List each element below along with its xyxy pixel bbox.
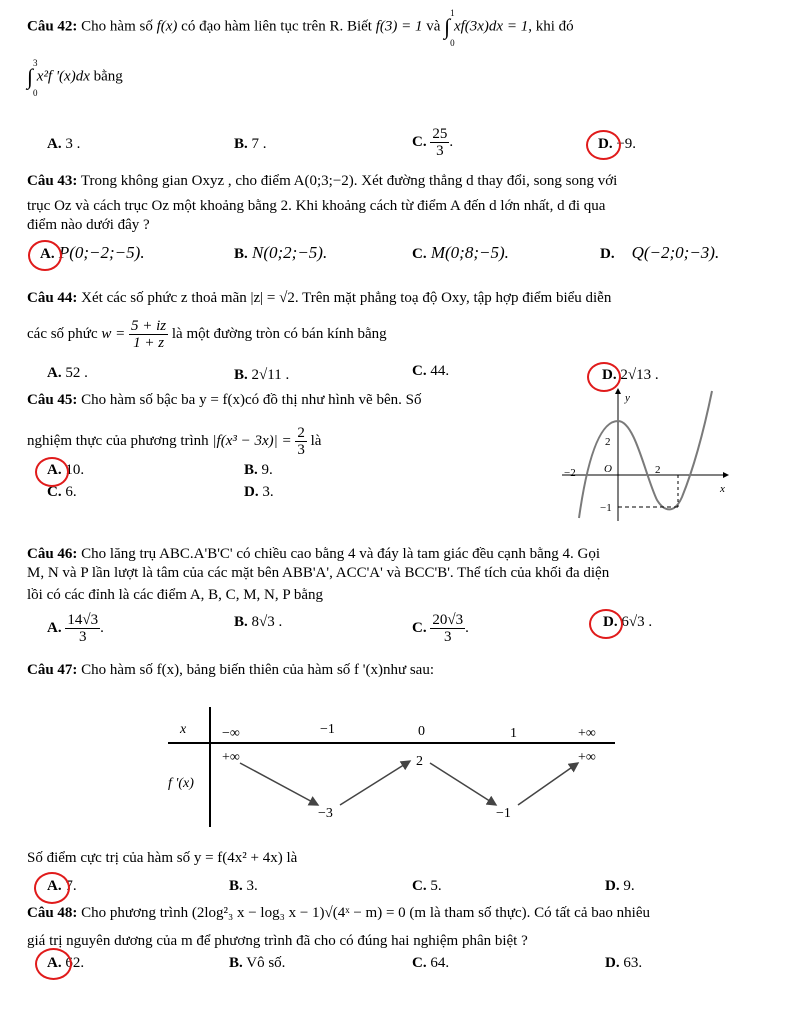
- table-v-2: 2: [416, 754, 423, 769]
- q48-option-b: B. Vô số.: [229, 955, 286, 971]
- q44-option-b: B. 2√11 .: [234, 367, 290, 383]
- q42-int1-upper: 1: [450, 8, 455, 18]
- q47-option-a: A. 7.: [47, 878, 77, 894]
- q43-line1: Câu 43: Trong không gian Oxyz , cho điểm A(0;3;−2). Xét đường thẳng d thay đổi, song song với: [27, 173, 618, 189]
- q43-option-d: D. Q(−2;0;−3).: [600, 243, 720, 262]
- table-x-1: −1: [320, 722, 335, 737]
- q46-option-d: D. 6√3 .: [603, 614, 653, 630]
- arrow-down-1: [240, 763, 318, 805]
- q43-line3: điểm nào dưới đây ?: [27, 217, 150, 233]
- q42-int1-lower: 0: [450, 38, 455, 48]
- graph-tick-m1: −1: [600, 502, 612, 514]
- answer-circle-q48: [35, 948, 72, 980]
- table-x-0: −∞: [222, 726, 240, 741]
- answer-circle-q46: [589, 609, 623, 639]
- q48-line2: giá trị nguyên dương của m để phương trình đã cho có đúng hai nghiệm phân biệt ?: [27, 933, 528, 949]
- arrow-up-2: [518, 763, 578, 805]
- q47-option-d: D. 9.: [605, 878, 635, 894]
- graph-x-label: x: [720, 483, 725, 495]
- q46-line1: Câu 46: Cho lăng trụ ABC.A'B'C' có chiều cao bằng 4 và đáy là tam giác đều cạnh bằng 4. Gọi: [27, 546, 600, 562]
- answer-circle-q42: [586, 130, 621, 160]
- variation-table: [160, 705, 620, 830]
- q44-option-a: A. 52 .: [47, 365, 88, 381]
- q46-option-b: B. 8√3 .: [234, 614, 283, 630]
- q42-option-c: C. $\frac{25}{3}$ .: [412, 126, 454, 159]
- q46-option-a: A. $\frac{14√3}{3}$ .: [47, 612, 104, 645]
- q46-line2: M, N và P lần lượt là tâm của các mặt bên ABB'A', ACC'A' và BCC'B'. Thể tích của khối đa diện: [27, 565, 610, 581]
- q42-line1: [27, 8, 574, 48]
- q47-line1: Câu 47: Cho hàm số f(x), bảng biến thiên của hàm số f '(x)như sau:: [27, 662, 435, 678]
- q42-option-b: B. 7 .: [234, 136, 267, 152]
- table-x-label: x: [180, 722, 187, 737]
- q42-int2-body: x²f '(x)dx: [36, 68, 90, 85]
- q42-line2: [27, 58, 123, 98]
- q44-line2: các số phức w = $\frac{5 + iz}{1 + z}$ là một đường tròn có bán kính bằng: [27, 318, 387, 351]
- q42-cond1: f(3) = 1: [375, 18, 423, 35]
- q42-integral2: ∫ 3 0: [27, 58, 38, 98]
- q45-option-c: C. 6.: [47, 484, 77, 500]
- q42-int2-lower: 0: [33, 88, 38, 98]
- q43-line2: trục Oz và cách trục Oz một khoảng bằng 2. Khi khoảng cách từ điểm A đến d lớn nhất, d đi qua: [27, 198, 606, 214]
- table-x-2: 0: [418, 724, 425, 739]
- q42-int2-upper: 3: [33, 58, 38, 68]
- q46-option-c: C. $\frac{20√3}{3}$ .: [412, 612, 469, 645]
- q42-text2: có đạo hàm liên tục trên R. Biết: [181, 18, 372, 35]
- table-v-1: −3: [318, 806, 333, 821]
- q46-line3: lồi có các đỉnh là các điểm A, B, C, M, N, P bằng: [27, 587, 324, 603]
- table-v-0: +∞: [222, 750, 240, 765]
- q43-option-c: C. M(0;8;−5).: [412, 243, 509, 262]
- q48-option-c: C. 64.: [412, 955, 450, 971]
- q44-option-c: C. 44.: [412, 363, 450, 379]
- q42-option-d: D. −9.: [598, 136, 637, 152]
- q45-option-b: B. 9.: [244, 462, 273, 478]
- q42-int1-body: xf(3x)dx = 1: [453, 18, 529, 35]
- q43-option-b: B. N(0;2;−5).: [234, 243, 328, 262]
- q45-line2: nghiệm thực của phương trình |f(x³ − 3x)| = $\frac{2}{3}$ là: [27, 425, 322, 458]
- q48-option-a: A. 62.: [47, 955, 85, 971]
- q42-text4: bằng: [93, 68, 123, 85]
- q48-option-d: D. 63.: [605, 955, 643, 971]
- graph-tick-m2: −2: [564, 467, 576, 479]
- arrow-up-1: [340, 761, 410, 805]
- q42-text3: , khi đó: [528, 18, 574, 35]
- q42-and: và: [426, 18, 441, 35]
- q42-text1: Cho hàm số: [81, 18, 153, 35]
- answer-circle-q45: [35, 457, 69, 487]
- q45-option-a: A. 10.: [47, 462, 85, 478]
- arrow-down-2: [430, 763, 496, 805]
- answer-circle-q43: [28, 240, 62, 271]
- cubic-graph: [560, 385, 735, 525]
- q43-option-a: A. P(0;−2;−5).: [40, 243, 145, 262]
- q44-line1: Câu 44: Xét các số phức z thoả mãn |z| = √2. Trên mặt phẳng toạ độ Oxy, tập hợp điểm biểu diễn: [27, 290, 612, 306]
- q42-option-a: A. 3 .: [47, 136, 81, 152]
- graph-y-label: y: [625, 392, 630, 404]
- q42-fx: f(x): [156, 18, 178, 35]
- q47-line2: Số điểm cực trị của hàm số y = f(4x² + 4x) là: [27, 850, 298, 866]
- graph-tick-x2: 2: [655, 464, 661, 476]
- q48-line1: Câu 48: Cho phương trình (2log²₃ x − log₃ x − 1)√(4ˣ − m) = 0 (m là tham số thực). Có tất cả bao nhiêu: [27, 905, 650, 921]
- cubic-curve: [579, 391, 712, 518]
- table-v-3: −1: [496, 806, 511, 821]
- answer-circle-q47: [34, 872, 70, 904]
- q47-option-c: C. 5.: [412, 878, 442, 894]
- graph-origin: O: [604, 463, 612, 475]
- q44-option-d: D. 2√13 .: [602, 367, 659, 383]
- q42-integral1: ∫ 1 0: [444, 8, 455, 48]
- q42-label: Câu 42:: [27, 18, 78, 35]
- table-fp-label: f '(x): [168, 776, 194, 791]
- graph-tick-2: 2: [605, 436, 611, 448]
- q45-line1: Câu 45: Cho hàm số bậc ba y = f(x)có đồ thị như hình vẽ bên. Số: [27, 392, 422, 408]
- q45-option-d: D. 3.: [244, 484, 274, 500]
- q47-option-b: B. 3.: [229, 878, 258, 894]
- table-v-4: +∞: [578, 750, 596, 765]
- table-x-3: 1: [510, 726, 517, 741]
- table-x-4: +∞: [578, 726, 596, 741]
